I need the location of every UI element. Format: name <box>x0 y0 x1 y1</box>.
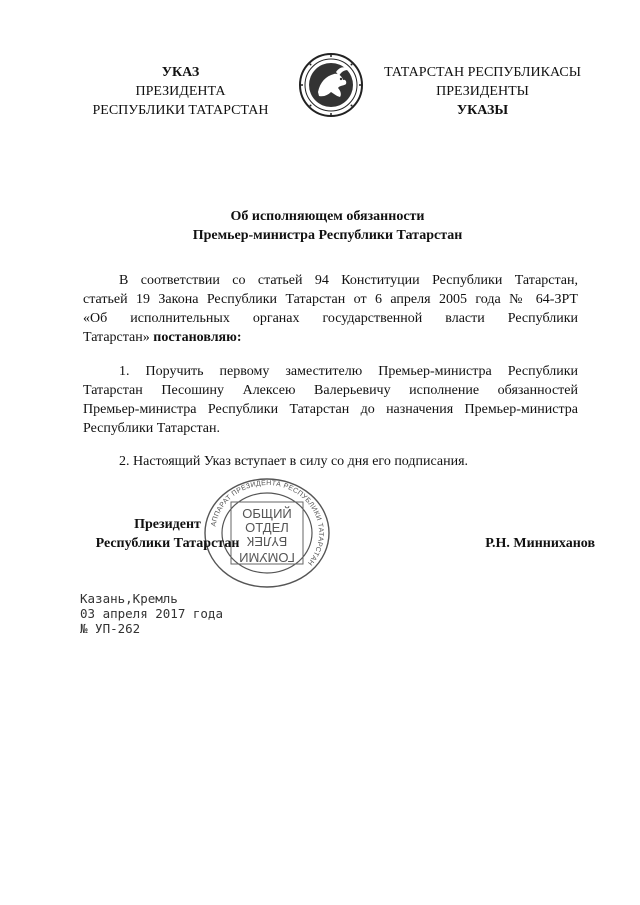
stamp-line-1: ОБЩИЙ <box>242 506 292 521</box>
header-left-block <box>78 63 283 120</box>
item1-line: Премьер-министра Республики Татарстан до назначения Премьер-министра <box>83 402 578 417</box>
item2-line: 2. Настоящий Указ вступает в силу со дня его подписания. <box>119 454 469 469</box>
preamble-last-line <box>83 328 578 347</box>
stamp-ring-text: АППАРАТ ПРЕЗИДЕНТА РЕСПУБЛИКИ ТАТАРСТАН <box>210 479 325 567</box>
preamble-last-text: Татарстан» <box>83 330 150 345</box>
stamp-line-4: ГОМУМИ <box>239 550 295 565</box>
preamble-line: статьей 19 Закона Республики Татарстан от 6 апреля 2005 года № 64-ЗРТ <box>83 292 578 307</box>
decree-title-line1: Об исполняющем обязанности <box>230 209 425 224</box>
stamp-line-3: БҮЛЕК <box>246 534 288 549</box>
signatory-name: Р.Н. Минниханов <box>485 536 595 551</box>
coat-of-arms-icon <box>298 52 364 118</box>
item1-line: 1. Поручить первому заместителю Премьер-министра Республики <box>119 364 578 379</box>
footer-number: № УП-262 <box>80 621 141 636</box>
decree-footer <box>80 591 223 636</box>
header-right-decree: УКАЗЫ <box>456 103 509 118</box>
header-left-decree: УКАЗ <box>161 65 200 80</box>
stamp-line-2: ОТДЕЛ <box>245 520 289 535</box>
preamble-line: В соответствии со статьей 94 Конституции Республики Татарстан, <box>119 273 578 288</box>
item1-last-line: Республики Татарстан. <box>83 421 220 436</box>
signature-title-line2: Республики Татарстан <box>95 536 240 551</box>
footer-place: Казань,Кремль <box>80 591 178 606</box>
preamble-line: «Об исполнительных органах государственной власти Республики <box>83 311 578 326</box>
header-right-republic: ТАТАРСТАН РЕСПУБЛИКАСЫ <box>384 65 581 80</box>
footer-date: 03 апреля 2017 года <box>80 606 223 621</box>
resolve-word: постановляю: <box>153 330 242 345</box>
signature-title <box>80 515 255 553</box>
item1-line: Татарстан Песошину Алексею Валерьевичу исполнение обязанностей <box>83 383 578 398</box>
decree-item-2 <box>83 452 578 471</box>
preamble-paragraph <box>83 271 578 347</box>
header-left-president: ПРЕЗИДЕНТА <box>135 84 226 99</box>
decree-title-line2: Премьер-министра Республики Татарстан <box>192 228 463 243</box>
header-right-president: ПРЕЗИДЕНТЫ <box>436 84 529 99</box>
signature-title-line1: Президент <box>134 517 201 532</box>
decree-item-1 <box>83 362 578 438</box>
header-right-block <box>370 63 595 120</box>
decree-title <box>80 207 575 245</box>
header-left-republic: РЕСПУБЛИКИ ТАТАРСТАН <box>92 103 269 118</box>
